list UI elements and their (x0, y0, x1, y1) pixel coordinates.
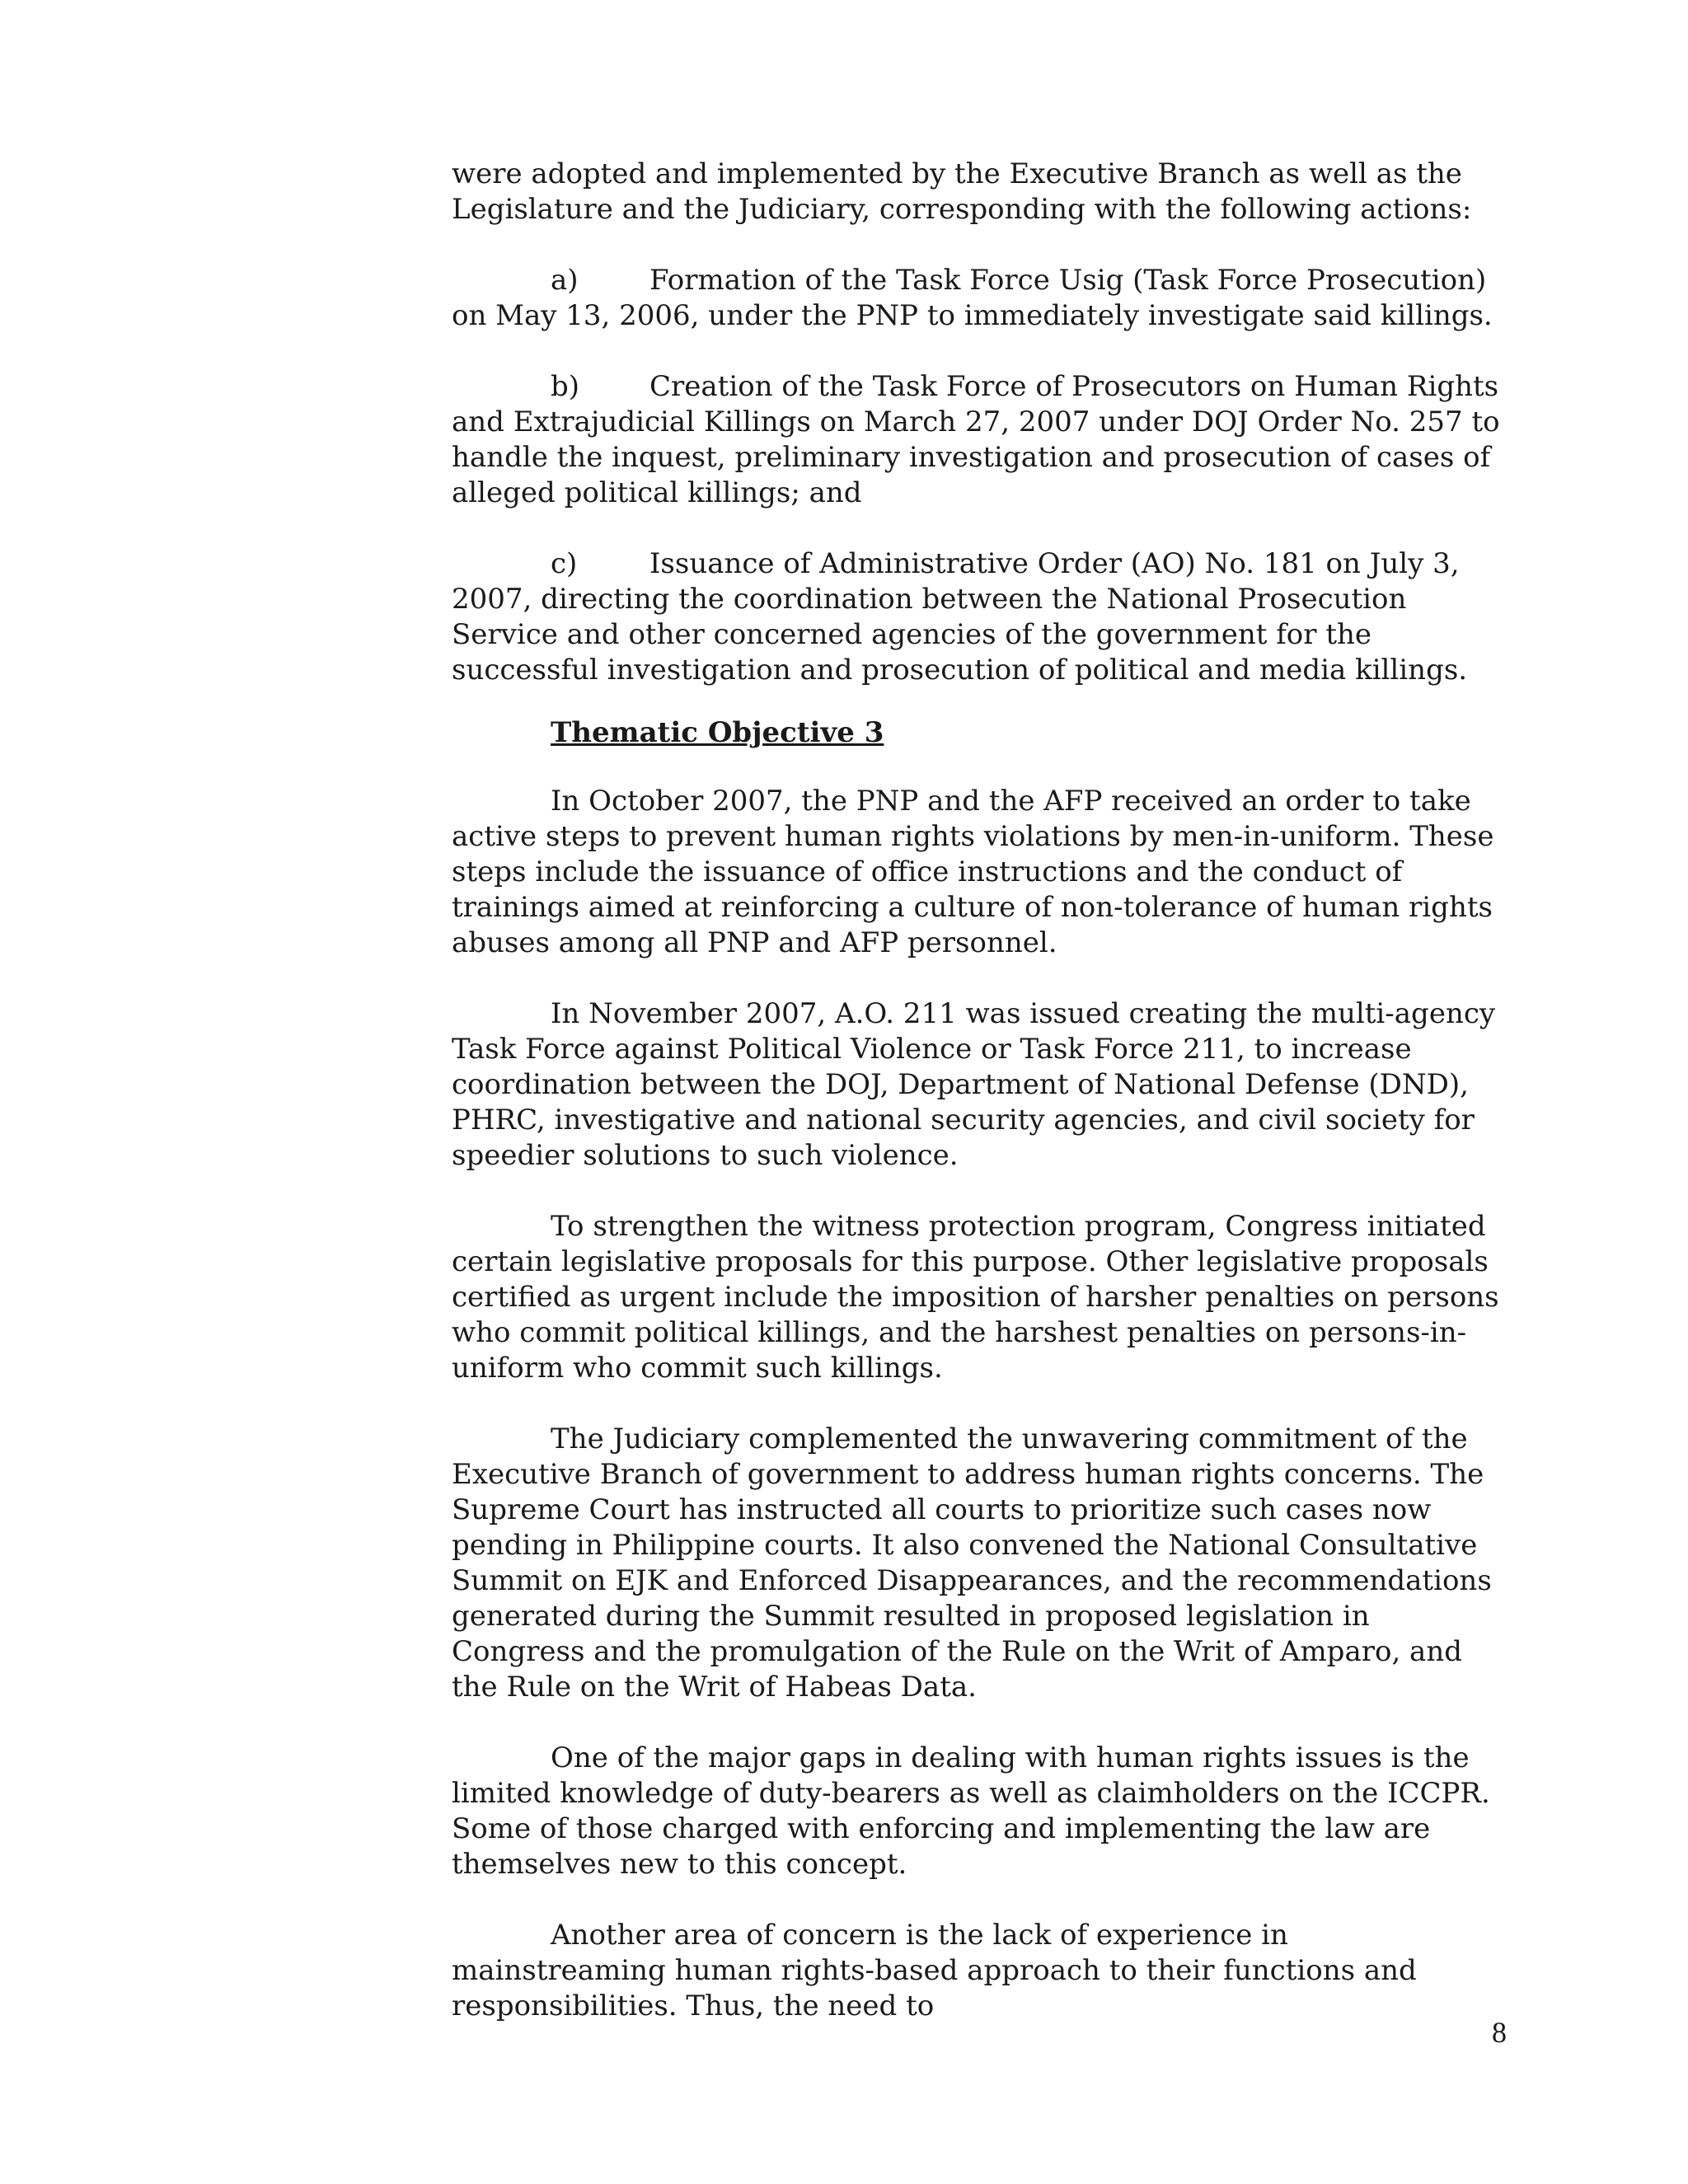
page-number: 8 (1492, 2016, 1507, 2049)
section-heading: Thematic Objective 3 (551, 716, 884, 749)
paragraph-area-of-concern: Another area of concern is the lack of experience in mainstreaming human rights-based approach to their functions and responsibilities. Thus, the need to (452, 1919, 1417, 2022)
paragraph-witness-protection: To strengthen the witness protection program, Congress initiated certain legislative proposals for this purpose. Other legislative proposals certified as urgent include the imposition of harsher penalties on persons who commit political killings, and the harshest penalties on persons-in-uniform who commit such killings. (452, 1210, 1499, 1385)
paragraph-major-gaps: One of the major gaps in dealing with human rights issues is the limited knowledge of duty-bearers as well as claimholders on the ICCPR. Some of those charged with enforcing and implementing the law are themselves new to this concept. (452, 1741, 1490, 1881)
document-body (452, 157, 1507, 2060)
list-item-c (452, 546, 1507, 688)
list-marker: c) (551, 547, 578, 580)
list-item-text: Creation of the Task Force of Prosecutors on Human Rights and Extrajudicial Killings on March 27, 2007 under DOJ Order No. 257 to handle the inquest, preliminary investigation and prosecution of cases of alleged political killings; and (452, 370, 1500, 509)
paragraph-judiciary: The Judiciary complemented the unwavering commitment of the Executive Branch of government to address human rights concerns. The Supreme Court has instructed all courts to prioritize such cases now pending in Philippine courts. It also convened the National Consultative Summit on EJK and Enforced Disappearances, and the recommendations generated during the Summit resulted in proposed legislation in Congress and the promulgation of the Rule on the Writ of Amparo, and the Rule on the Writ of Habeas Data. (452, 1422, 1492, 1704)
list-marker: b) (551, 370, 580, 403)
list-item-text: Issuance of Administrative Order (AO) No. 181 on July 3, 2007, directing the coordination between the National Prosecution Service and other concerned agencies of the government for the successful investigation and prosecution of political and media killings. (452, 547, 1468, 687)
list-item-text: Formation of the Task Force Usig (Task Force Prosecution) on May 13, 2006, under the PNP to immediately investigate said killings. (452, 264, 1493, 332)
list-item-a (452, 263, 1507, 334)
list-item-b (452, 369, 1507, 511)
intro-paragraph: were adopted and implemented by the Executive Branch as well as the Legislature and the Judiciary, corresponding with the following actions: (452, 157, 1472, 226)
list-marker: a) (551, 264, 579, 297)
paragraph-october-2007: In October 2007, the PNP and the AFP received an order to take active steps to prevent human rights violations by men-in-uniform. These steps include the issuance of office instructions and the conduct of trainings aimed at reinforcing a culture of non-tolerance of human rights abuses among all PNP and AFP personnel. (452, 785, 1494, 959)
paragraph-november-2007: In November 2007, A.O. 211 was issued creating the multi-agency Task Force against Political Violence or Task Force 211, to increase coordination between the DOJ, Department of National Defense (DND), PHRC, investigative and national security agencies, and civil society for speedier solutions to such violence. (452, 997, 1496, 1172)
